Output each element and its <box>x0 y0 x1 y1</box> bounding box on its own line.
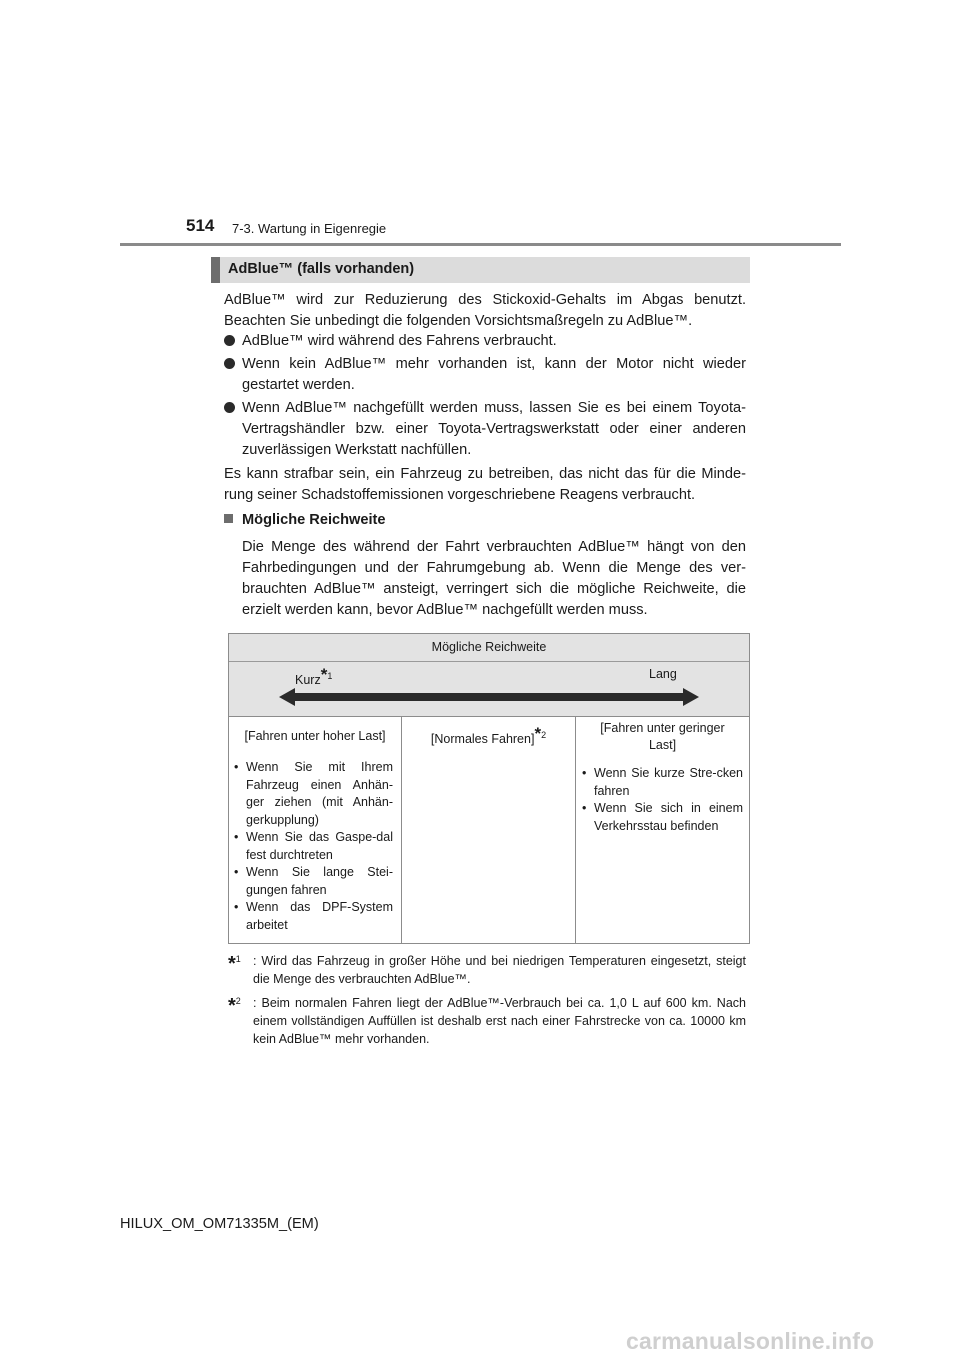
bullet-icon <box>224 335 235 346</box>
range-subheading-text: Mögliche Reichweite <box>242 512 386 528</box>
heading-accent-bar <box>211 257 220 283</box>
document-code: HILUX_OM_OM71335M_(EM) <box>120 1216 319 1232</box>
low-load-column <box>576 717 749 835</box>
low-load-list <box>582 765 743 835</box>
list-item: • Wenn das DPF-System arbeitet <box>234 900 393 932</box>
high-load-column <box>229 717 401 934</box>
footnote-2 <box>228 994 746 1048</box>
section-heading-text: AdBlue™ (falls vorhanden) <box>228 261 415 277</box>
range-table <box>228 633 750 944</box>
list-item <box>224 331 746 352</box>
precaution-list <box>224 331 746 463</box>
normal-driving-column <box>402 717 575 748</box>
range-table-header <box>229 634 749 716</box>
column-divider <box>401 717 402 943</box>
chapter-label: 7-3. Wartung in Eigenregie <box>232 221 387 236</box>
bullet-icon <box>224 402 235 413</box>
list-item: • Wenn Sie kurze Stre-cken fahren <box>582 766 743 798</box>
footnote-text: : Beim normalen Fahren liegt der AdBlue™-Verbrauch bei ca. 1,0 L auf 600 km. Nach einem vollständigen Auffüllen ist deshalb erst nach einer Fahrstrecke von ca. 10000 km kein AdBlue™ mehr vorhanden. <box>253 996 746 1046</box>
legal-note-paragraph: Es kann strafbar sein, ein Fahrzeug zu betreiben, das nicht das für die Minde-rung seiner Schadstoffemissionen vorgeschriebene Reagens verbraucht. <box>224 466 746 503</box>
column-title: [Fahren unter hoher Last] <box>244 729 386 743</box>
list-item: • Wenn Sie sich in einem Verkehrsstau befinden <box>582 801 743 833</box>
column-title: [Normales Fahren]*$^2$ <box>430 724 547 746</box>
intro-paragraph: AdBlue™ wird zur Reduzierung des Stickoxid-Gehalts im Abgas benutzt. Beachten Sie unbedingt die folgenden Vorsichtsmaßregeln zu AdBlue™. <box>224 292 746 329</box>
footnote-1 <box>228 952 746 988</box>
high-load-list <box>234 759 393 934</box>
list-item-text: Wenn kein AdBlue™ mehr vorhanden ist, kann der Motor nicht wieder gestartet werden. <box>242 356 746 393</box>
list-item-text: Wenn AdBlue™ nachgefüllt werden muss, lassen Sie es bei einem Toyota-Vertragshändler bzw. einer Toyota-Vertragswerkstatt oder einer anderen zuverlässigen Werkstatt nachfüllen. <box>242 400 746 458</box>
list-item: • Wenn Sie das Gaspe-dal fest durchtreten <box>234 830 393 862</box>
long-range-label: Lang <box>649 667 677 681</box>
list-item <box>224 398 746 461</box>
list-item: • Wenn Sie mit Ihrem Fahrzeug einen Anhän-ger ziehen (mit Anhän-gerkupplung) <box>234 760 393 827</box>
footnote-marker: *$^1$ <box>228 953 241 976</box>
list-item <box>224 354 746 396</box>
page-number: 514 <box>186 216 215 235</box>
short-range-label: Kurz*$^1$ <box>295 665 333 687</box>
footnote-marker: *$^2$ <box>228 995 241 1018</box>
footnote-text: : Wird das Fahrzeug in großer Höhe und bei niedrigen Temperaturen eingesetzt, steigt die Menge des verbrauchten AdBlue™. <box>253 954 746 986</box>
list-item-text: AdBlue™ wird während des Fahrens verbraucht. <box>242 333 557 349</box>
square-bullet-icon <box>224 514 233 523</box>
section-heading <box>211 257 750 283</box>
bullet-icon <box>224 358 235 369</box>
column-title: [Fahren unter geringer Last] <box>600 721 725 752</box>
range-paragraph: Die Menge des während der Fahrt verbrauchten AdBlue™ hängt von den Fahrbedingungen und der Fahrumgebung ab. Wenn die Menge des ver-brauchten AdBlue™ ansteigt, verringert sich die mögliche Reichweite, die erzielt werden kann, bevor AdBlue™ nachgefüllt werden muss. <box>242 539 746 618</box>
range-table-title: Mögliche Reichweite <box>229 634 749 662</box>
watermark: carmanualsonline.info <box>626 1328 875 1354</box>
range-subheading <box>224 512 386 528</box>
header-divider <box>120 243 841 246</box>
double-arrow-icon <box>279 686 699 708</box>
list-item: • Wenn Sie lange Stei-gungen fahren <box>234 865 393 897</box>
